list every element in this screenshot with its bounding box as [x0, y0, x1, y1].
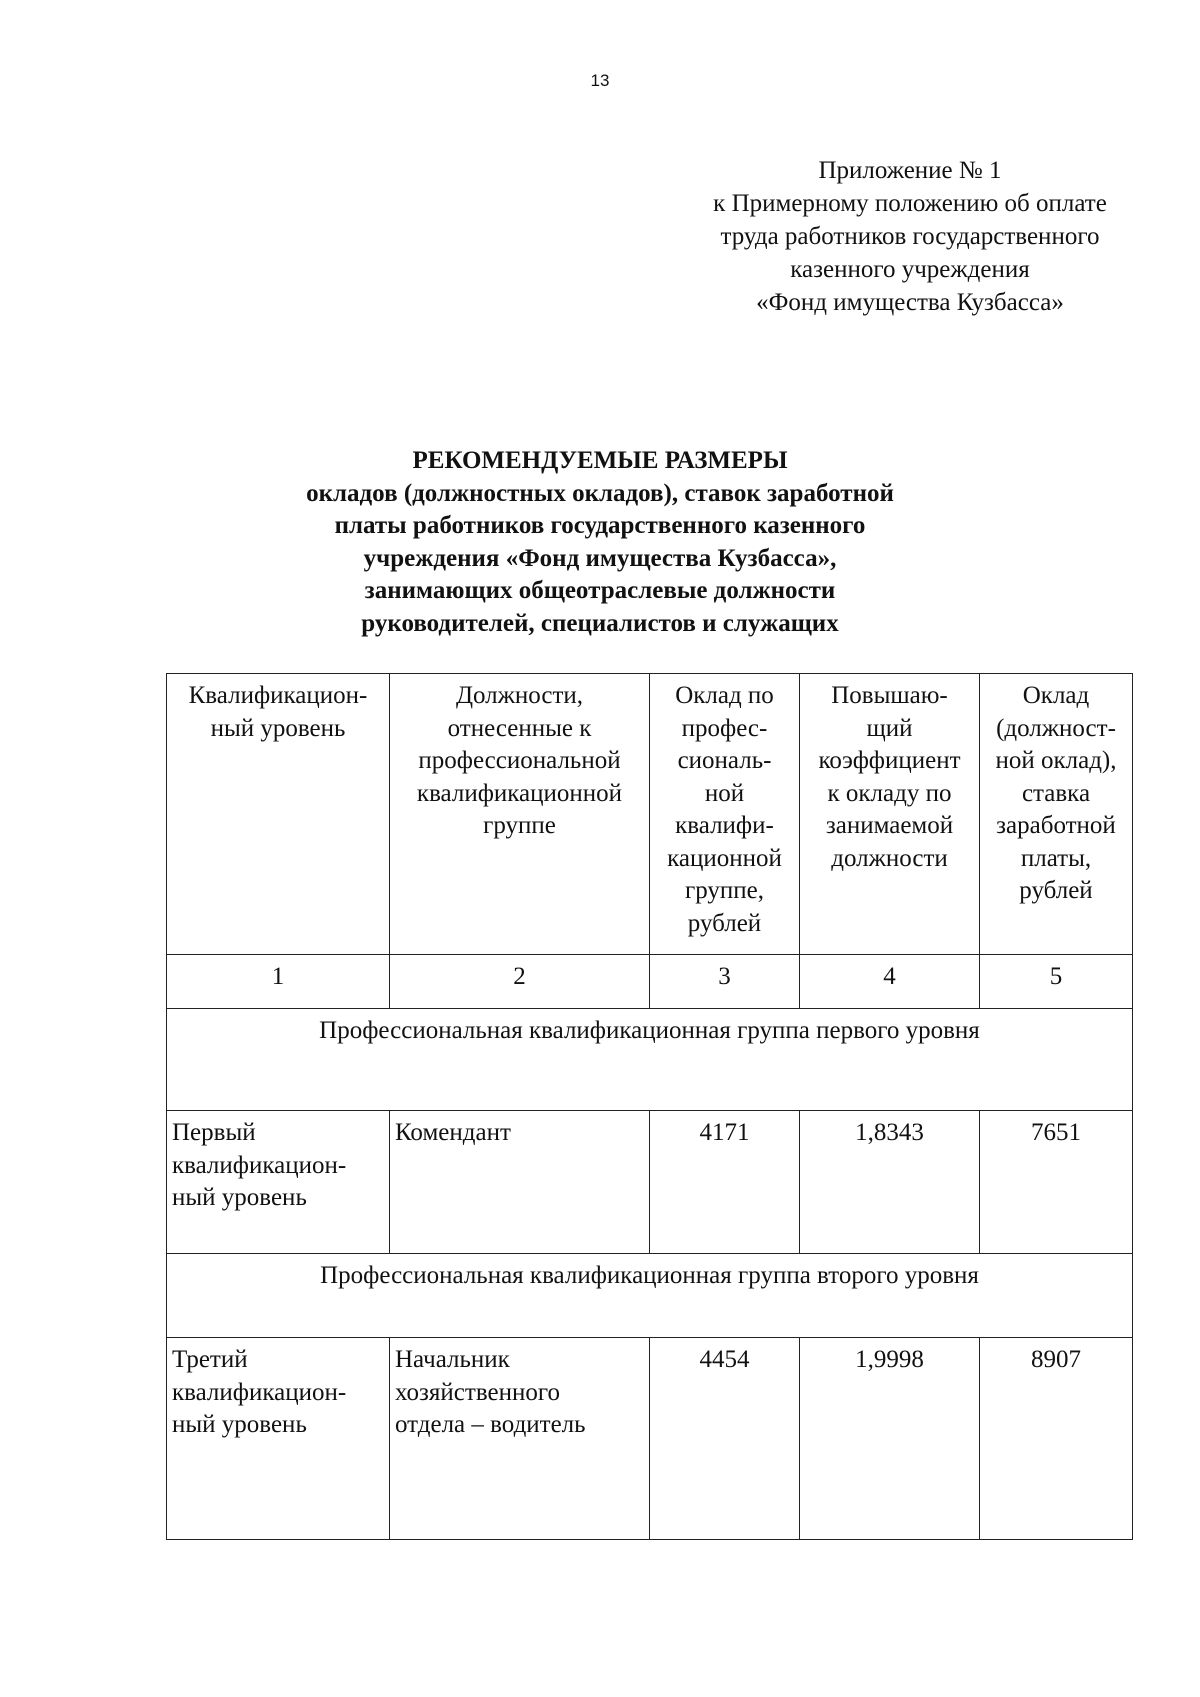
- cell-salary: 4171: [650, 1111, 800, 1254]
- appendix-note: Приложение № 1 к Примерному положению об оплате труда работников государственного казенного учреждения «Фонд имущества Кузбасса»: [713, 157, 1107, 316]
- group-title: Профессиональная квалификационная группа второго уровня: [167, 1254, 1133, 1338]
- title-line: руководителей, специалистов и служащих: [361, 609, 839, 637]
- column-number: 5: [980, 955, 1133, 1009]
- page-number: 13: [590, 71, 610, 90]
- table-row: [167, 1111, 1133, 1254]
- cell-position: Комендант: [390, 1111, 650, 1254]
- group-header-row: [167, 1254, 1133, 1338]
- cell-level: Первый квалификацион- ный уровень: [167, 1111, 390, 1254]
- column-number: 1: [167, 955, 390, 1009]
- cell-total: 8907: [980, 1338, 1133, 1540]
- title-line: окладов (должностных окладов), ставок заработной: [306, 479, 894, 507]
- group-header-row: [167, 1009, 1133, 1111]
- column-number: 3: [650, 955, 800, 1009]
- table-row: [167, 1338, 1133, 1540]
- column-number: 4: [800, 955, 980, 1009]
- column-number-row: [167, 955, 1133, 1009]
- header-coefficient: Повышаю- щий коэффициент к окладу по занимаемой должности: [800, 674, 980, 955]
- salary-table: [166, 673, 1133, 1540]
- title-heading: РЕКОМЕНДУЕМЫЕ РАЗМЕРЫ: [412, 447, 788, 474]
- document-title: [100, 445, 1100, 640]
- cell-coefficient: 1,9998: [800, 1338, 980, 1540]
- cell-salary: 4454: [650, 1338, 800, 1540]
- title-line: учреждения «Фонд имущества Кузбасса»,: [363, 544, 837, 572]
- header-group-salary: Оклад по профес- сиональ- ной квалифи- кационной группе, рублей: [650, 674, 800, 955]
- cell-total: 7651: [980, 1111, 1133, 1254]
- title-line: занимающих общеотраслевые должности: [364, 577, 836, 604]
- column-number: 2: [390, 955, 650, 1009]
- title-line: платы работников государственного казенного: [334, 512, 866, 539]
- cell-coefficient: 1,8343: [800, 1111, 980, 1254]
- table-header-row: [167, 674, 1133, 955]
- group-title: Профессиональная квалификационная группа первого уровня: [167, 1009, 1133, 1111]
- header-positions: Должности, отнесенные к профессиональной квалификационной группе: [390, 674, 650, 955]
- header-qualification-level: Квалификацион- ный уровень: [167, 674, 390, 955]
- cell-level: Третий квалификацион- ный уровень: [167, 1338, 390, 1540]
- cell-position: Начальник хозяйственного отдела – водитель: [390, 1338, 650, 1540]
- header-total-salary: Оклад (должност- ной оклад), ставка заработной платы, рублей: [980, 674, 1133, 955]
